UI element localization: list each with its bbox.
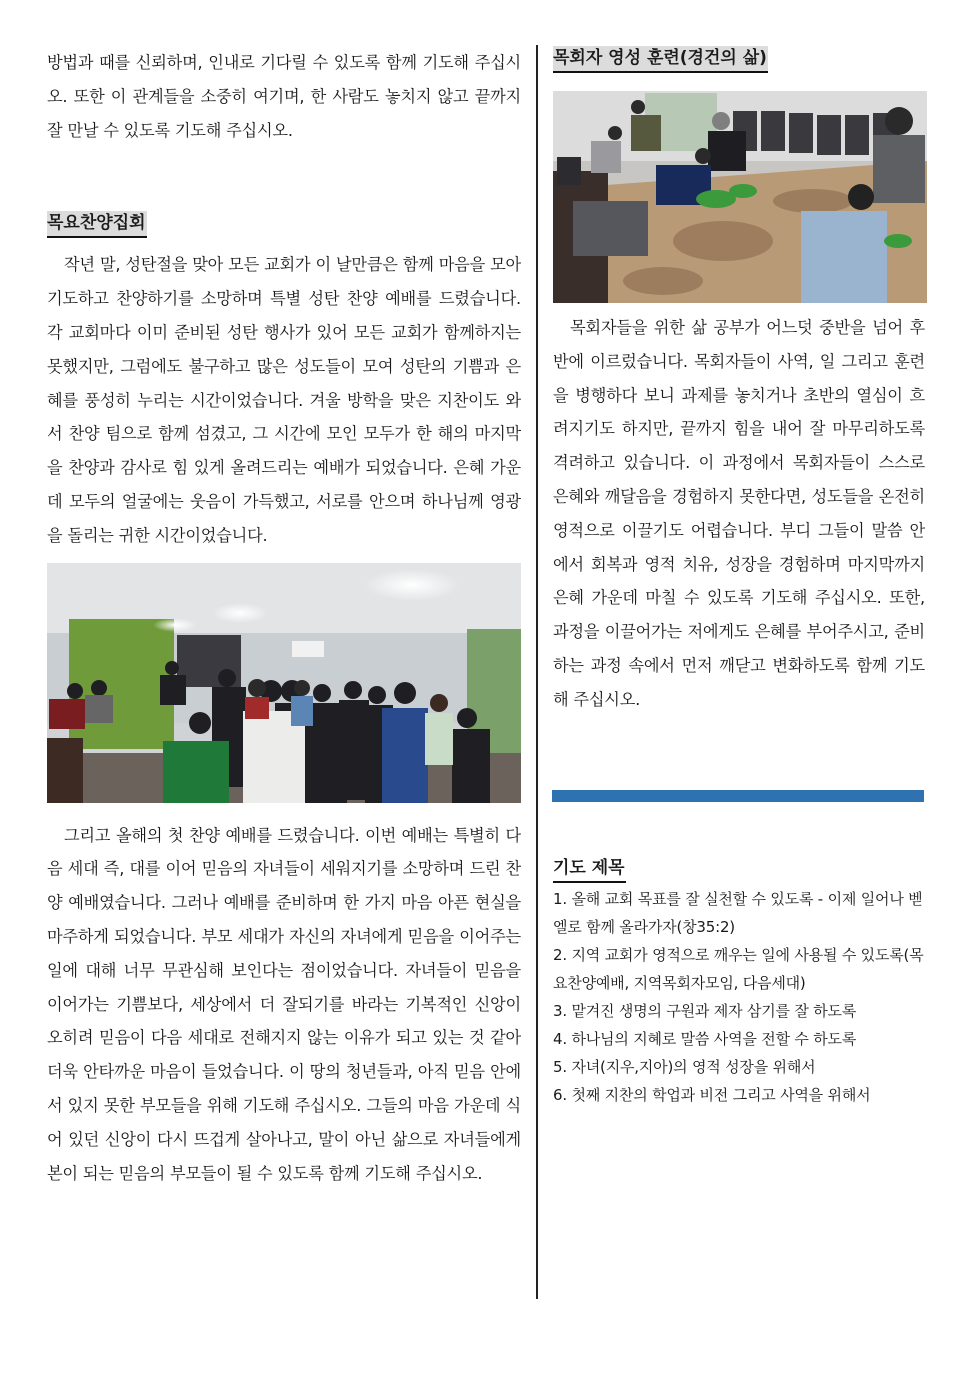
prayer-item: 2. 지역 교회가 영적으로 깨우는 일에 사용될 수 있도록(목요찬양예배, 지역목회자모임, 다음세대): [553, 946, 924, 992]
section-title-thursday-worship: 목요찬양집회: [47, 211, 147, 238]
section-divider-bar: [552, 790, 924, 802]
thursday-worship-paragraph-2: 그리고 올해의 첫 찬양 예배를 드렸습니다. 이번 예배는 특별히 다음 세대 즉, 대를 이어 믿음의 자녀들이 세워지기를 소망하며 드린 찬양 예배였습니다. 그러나 예배를 준비하며 한 가지 마음 아픈 현실을 마주하게 되었습니다. 부모 세대가 자신의 자녀에게 믿음을 이어주는 일에 대해 너무 무관심해 보인다는 점이었습니다. 자녀들이 믿음을 이어가는 기쁨보다, 세상에서 더 잘되기를 바라는 기복적인 신앙이 오히려 믿음이 다음 세대로 전해지지 않는 이유가 되고 있는 것 같아 더욱 안타까운 마음이 들었습니다. 이 땅의 청년들과, 아직 믿음 안에 서 있지 못한 부모들을 위해 기도해 주십시오. 그들의 마음 가운데 식어 있던 신앙이 다시 뜨겁게 살아나고, 말이 아닌 삶으로 자녀들에게 본이 되는 믿음의 부모들이 될 수 있도록 함께 기도해 주십시오.: [47, 825, 521, 1183]
intro-paragraph: 방법과 때를 신뢰하며, 인내로 기다릴 수 있도록 함께 기도해 주십시오. 또한 이 관계들을 소중히 여기며, 한 사람도 놓치지 않고 끝까지 잘 만날 수 있도록 기도해 주십시오.: [47, 53, 521, 140]
left-column: [47, 46, 521, 1190]
prayer-item: 1. 올해 교회 목표를 잘 실천할 수 있도록 - 이제 일어나 벧엘로 함께 올라가자(창35:2): [553, 890, 923, 936]
prayer-section: [553, 856, 933, 1109]
section-title-pastor-training: 목회자 영성 훈련(경건의 삶): [553, 46, 768, 73]
thursday-worship-paragraph-1: 작년 말, 성탄절을 맞아 모든 교회가 이 날만큼은 함께 마음을 모아 기도하고 찬양하기를 소망하며 특별 성탄 찬양 예배를 드렸습니다. 각 교회마다 이미 준비된 성탄 행사가 있어 모든 교회가 함께하지는 못했지만, 그럼에도 불구하고 많은 성도들이 모여 성탄의 기쁨과 은혜를 풍성히 누리는 시간이었습니다. 겨울 방학을 맞은 지찬이도 와서 찬양 팀으로 함께 섬겼고, 그 시간에 모인 모두가 한 해의 마지막을 찬양과 감사로 힘 있게 올려드리는 예배가 되었습니다. 은혜 가운데 모두의 얼굴에는 웃음이 가득했고, 서로를 안으며 하나님께 영광을 돌리는 귀한 시간이었습니다.: [47, 255, 521, 545]
prayer-list: [553, 885, 933, 1109]
right-column: [553, 46, 925, 717]
prayer-item: 3. 맡겨진 생명의 구원과 제자 삼기를 잘 하도록: [553, 1002, 857, 1020]
pastor-training-paragraph: 목회자들을 위한 삶 공부가 어느덧 중반을 넘어 후반에 이르렀습니다. 목회자들이 사역, 일 그리고 훈련을 병행하다 보니 과제를 놓치거나 초반의 열심이 흐려지기도 하지만, 끝까지 힘을 내어 잘 마무리하도록 격려하고 있습니다. 이 과정에서 목회자들이 스스로 은혜와 깨달음을 경험하지 못한다면, 성도들을 온전히 영적으로 이끌기도 어렵습니다. 부디 그들이 말씀 안에서 회복과 영적 치유, 성장을 경험하며 마지막까지 은혜 가운데 마칠 수 있도록 기도해 주십시오. 또한, 과정을 이끌어가는 저에게도 은혜를 부어주시고, 준비하는 과정 속에서 먼저 깨닫고 변화하도록 함께 기도해 주십시오.: [553, 318, 925, 709]
prayer-title: 기도 제목: [553, 856, 626, 883]
prayer-item: 4. 하나님의 지혜로 말씀 사역을 전할 수 하도록: [553, 1030, 857, 1048]
prayer-item: 5. 자녀(지우,지아)의 영적 성장을 위해서: [553, 1058, 816, 1076]
foot-washing-training-photo: [553, 91, 927, 303]
worship-service-photo: [47, 563, 521, 803]
prayer-item: 6. 첫째 지찬의 학업과 비전 그리고 사역을 위해서: [553, 1086, 871, 1104]
column-divider: [536, 45, 538, 1299]
